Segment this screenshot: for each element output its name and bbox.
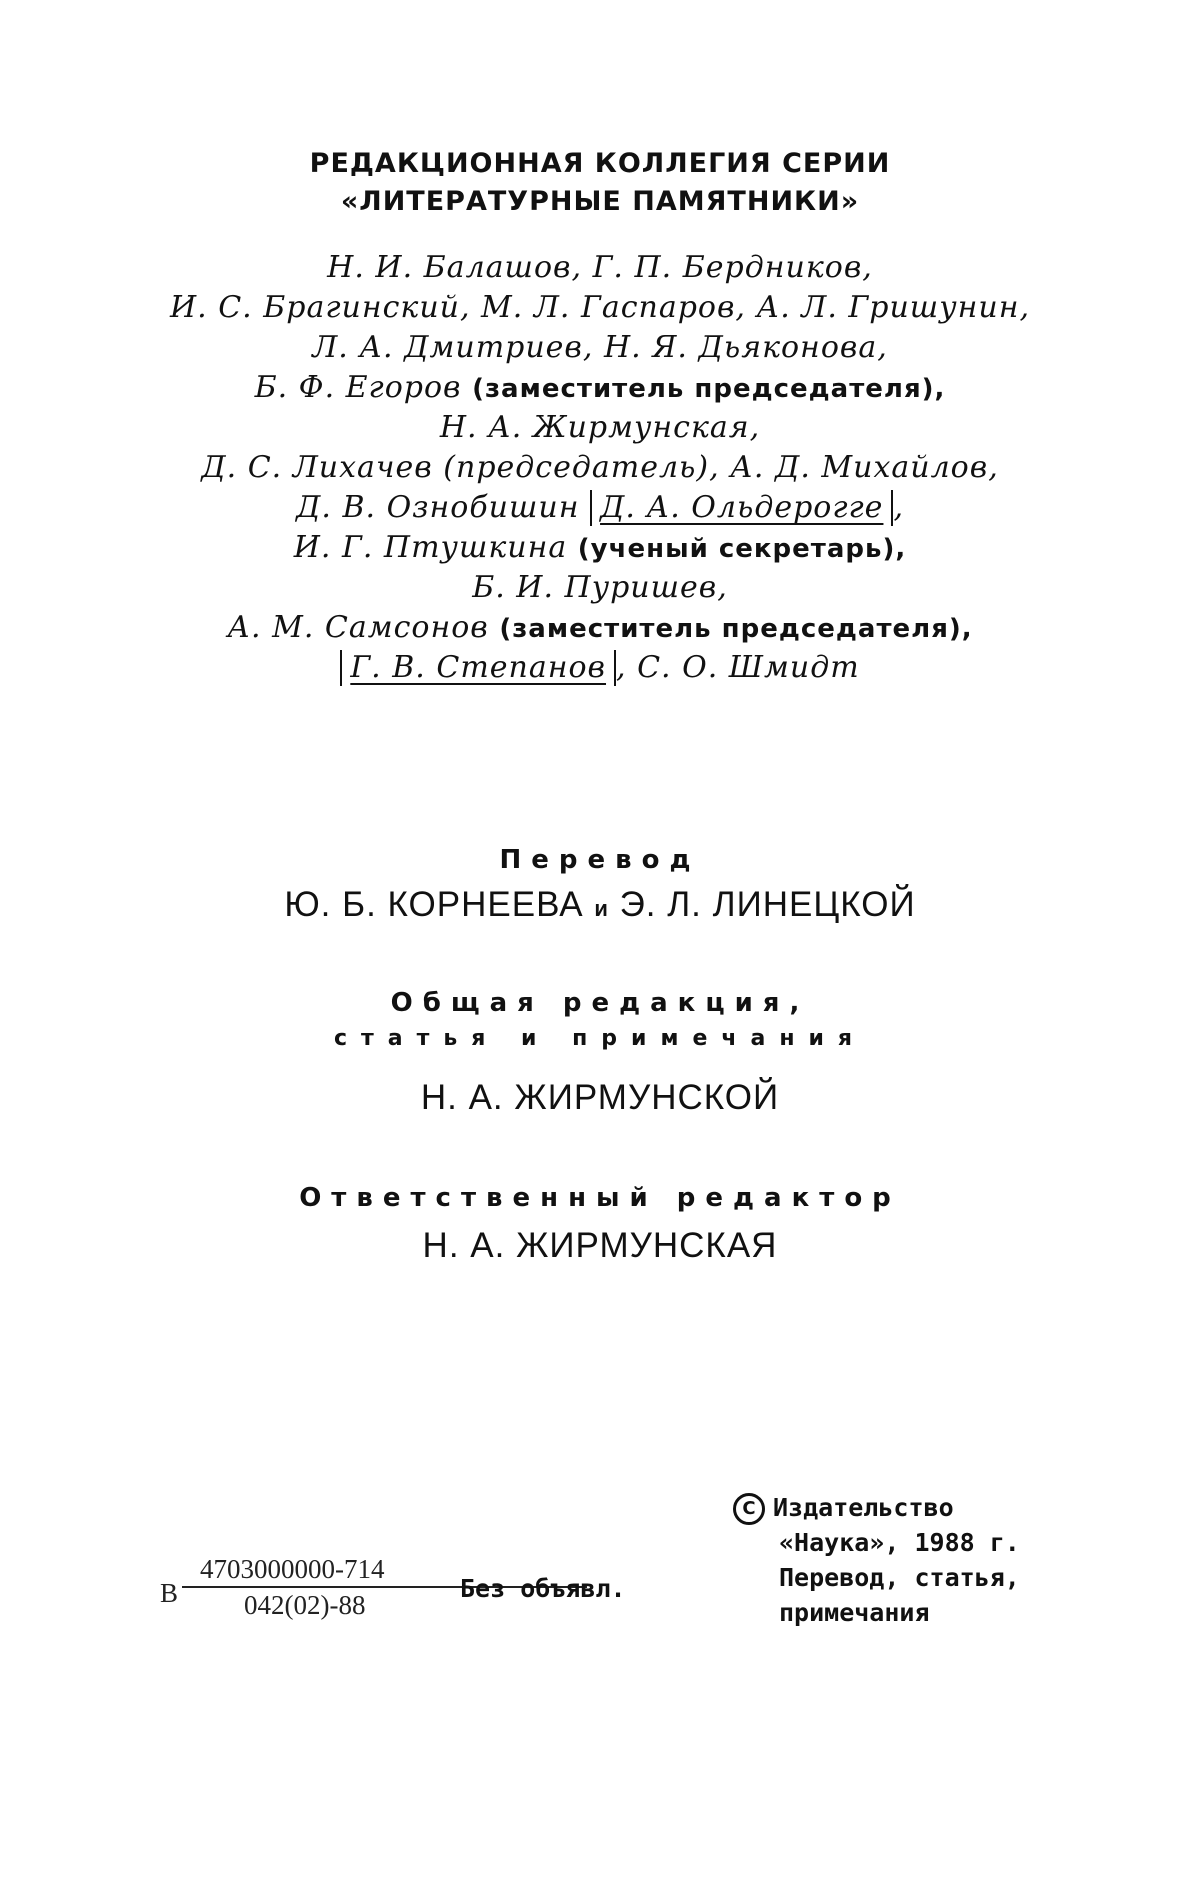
responsible-editor-name: Н. А. ЖИРМУНСКАЯ [422, 1226, 778, 1265]
member-line: Л. А. Дмитриев, Н. Я. Дьяконова, [312, 330, 888, 365]
member-role: (заместитель председателя), [499, 614, 973, 644]
member-name: И. Г. Птушкина [293, 530, 568, 565]
translators-conjunction: и [594, 896, 609, 921]
member-line [0, 368, 1200, 408]
editorial-board-heading [0, 145, 1200, 221]
responsible-editor-label: Ответственный редактор [299, 1183, 901, 1213]
member-role: (заместитель председателя), [472, 374, 946, 404]
article-notes-label: статья и примечания [333, 1026, 867, 1051]
member-line: Н. И. Балашов, Г. П. Бердников, [327, 250, 873, 285]
deceased-member-frame: Д. А. Ольдерогге [590, 490, 893, 526]
member-line: Б. И. Пуришев, [472, 570, 728, 605]
editorial-board-heading-line1: РЕДАКЦИОННАЯ КОЛЛЕГИЯ СЕРИИ [309, 148, 891, 179]
member-line-tail: , С. О. Шмидт [616, 650, 860, 685]
index-denominator: 042(02)-88 [244, 1590, 366, 1620]
member-name: Б. Ф. Егоров [254, 370, 462, 405]
general-editing-label: Общая редакция, [390, 988, 810, 1018]
member-line [0, 488, 1200, 528]
member-line: И. С. Брагинский, М. Л. Гаспаров, А. Л. Гришунин, [169, 290, 1030, 325]
member-line [0, 648, 1200, 688]
member-line [0, 608, 1200, 648]
translator-1: Ю. Б. КОРНЕЕВА [284, 885, 584, 924]
index-numerator: 4703000000-714 [182, 1552, 587, 1588]
no-announcement-note: Без объявл. [460, 1574, 626, 1603]
copyright-line2: «Наука», 1988 г. [779, 1528, 1020, 1557]
editorial-board-members [0, 248, 1200, 688]
member-role: (ученый секретарь), [577, 534, 907, 564]
deceased-member-frame: Г. В. Степанов [340, 650, 616, 686]
copyright-line1: Издательство [773, 1493, 954, 1522]
series-name: «ЛИТЕРАТУРНЫЕ ПАМЯТНИКИ» [340, 186, 860, 217]
member-line [0, 528, 1200, 568]
copyright-line4: примечания [779, 1598, 930, 1627]
translators [0, 885, 1200, 925]
copyright-line3: Перевод, статья, [779, 1563, 1020, 1592]
index-prefix: В [160, 1578, 179, 1608]
member-line: Д. С. Лихачев (председатель), А. Д. Михайлов, [201, 450, 999, 485]
member-line: Н. А. Жирмунская, [439, 410, 761, 445]
member-name: А. М. Самсонов [227, 610, 489, 645]
translation-label: Перевод [499, 845, 701, 875]
copyright-block [733, 1490, 1113, 1630]
member-line-tail: , [893, 490, 904, 525]
copyright-icon: C [733, 1493, 765, 1525]
general-editor-name: Н. А. ЖИРМУНСКОЙ [420, 1078, 780, 1117]
translator-2: Э. Л. ЛИНЕЦКОЙ [619, 885, 916, 924]
member-name: Д. В. Ознобишин [296, 490, 580, 525]
